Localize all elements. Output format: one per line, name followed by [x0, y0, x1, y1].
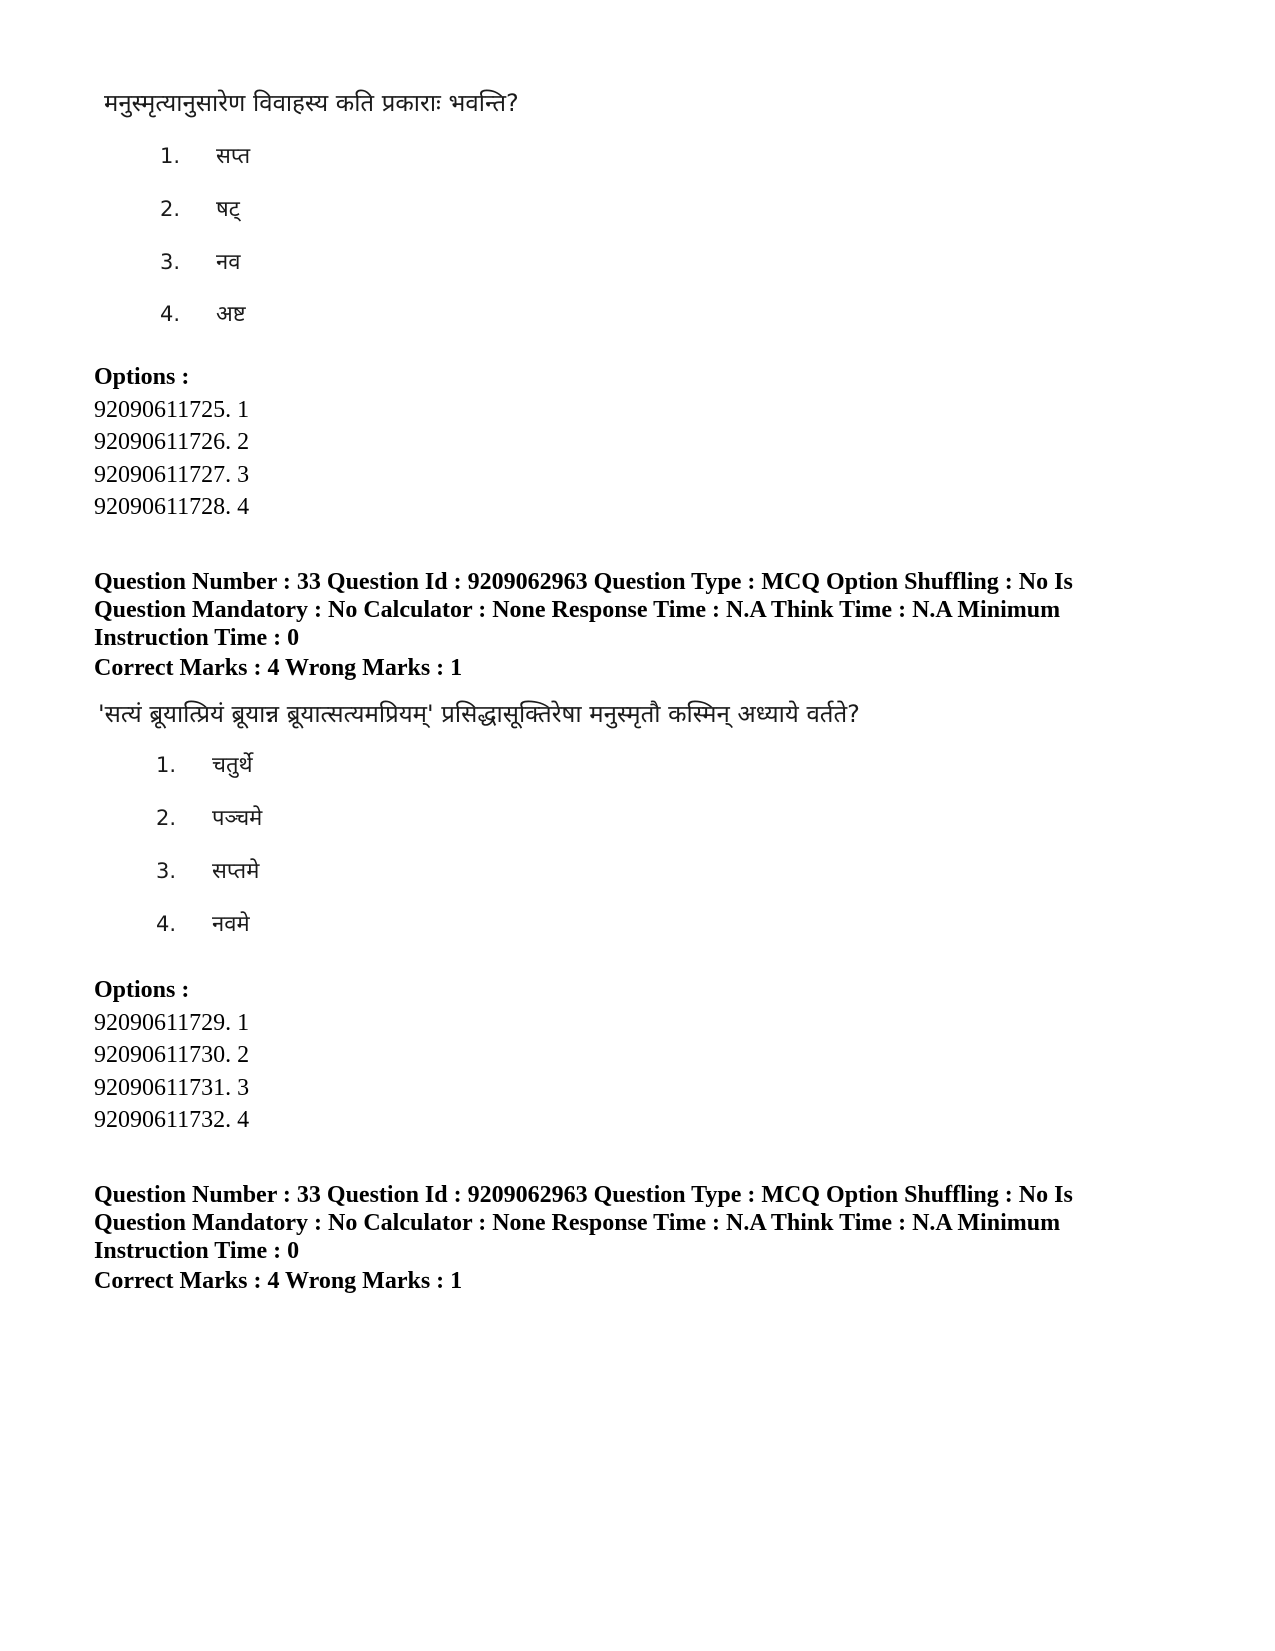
choice-text: अष्ट — [216, 302, 246, 327]
meta-line: Question Number : 33 Question Id : 9209062963 Question Type : MCQ Option Shuffling : No Is — [94, 569, 1073, 595]
option-id-2: 92090611726. 2 — [94, 429, 250, 455]
choice-number: 1. — [160, 144, 181, 168]
question-1-choice-2 — [160, 193, 240, 223]
question-meta-2 — [94, 568, 1204, 652]
choice-number: 3. — [160, 250, 181, 274]
choice-text: चतुर्थे — [212, 753, 253, 778]
option-id-6: 92090611730. 2 — [94, 1042, 250, 1068]
question-2-choice-2 — [156, 802, 262, 832]
choice-number: 4. — [160, 302, 181, 326]
option-id-8: 92090611732. 4 — [94, 1107, 250, 1133]
choice-text: सप्तमे — [212, 859, 260, 884]
question-1-choice-3 — [160, 246, 240, 276]
meta-line: Question Number : 33 Question Id : 9209062963 Question Type : MCQ Option Shuffling : No Is — [94, 1182, 1073, 1208]
choice-text: नवमे — [212, 912, 250, 937]
meta-line: Instruction Time : 0 — [94, 625, 300, 651]
choice-text: सप्त — [216, 144, 251, 169]
question-meta-3 — [94, 1181, 1204, 1265]
choice-number: 1. — [156, 753, 177, 777]
choice-number: 4. — [156, 912, 177, 936]
option-id-1: 92090611725. 1 — [94, 397, 250, 423]
meta-line: Question Mandatory : No Calculator : None Response Time : N.A Think Time : N.A Minimum — [94, 1210, 1061, 1236]
option-id-5: 92090611729. 1 — [94, 1010, 250, 1036]
choice-text: पञ्चमे — [212, 806, 263, 831]
question-2-choice-4 — [156, 908, 250, 938]
choice-text: षट् — [216, 197, 240, 222]
choice-number: 2. — [160, 197, 181, 221]
option-id-4: 92090611728. 4 — [94, 494, 250, 520]
options-label-2: Options : — [94, 977, 190, 1003]
options-label-1: Options : — [94, 364, 190, 390]
option-id-3: 92090611727. 3 — [94, 462, 250, 488]
question-1-choice-4 — [160, 298, 246, 328]
meta-line: Instruction Time : 0 — [94, 1238, 300, 1264]
question-2-choice-3 — [156, 855, 259, 885]
question-1-text: मनुस्मृत्यानुसारेण विवाहस्य कति प्रकाराः भवन्ति? — [104, 89, 519, 117]
question-2-text: 'सत्यं ब्रूयात्प्रियं ब्रूयान्न ब्रूयात्सत्यमप्रियम्' प्रसिद्धासूक्तिरेषा मनुस्मृतौ कस्मिन् अध्याये वर्तते? — [98, 700, 860, 728]
marks-3: Correct Marks : 4 Wrong Marks : 1 — [94, 1268, 463, 1294]
option-id-7: 92090611731. 3 — [94, 1075, 250, 1101]
choice-text: नव — [216, 250, 241, 275]
marks-2: Correct Marks : 4 Wrong Marks : 1 — [94, 655, 463, 681]
meta-line: Question Mandatory : No Calculator : None Response Time : N.A Think Time : N.A Minimum — [94, 597, 1061, 623]
choice-number: 2. — [156, 806, 177, 830]
question-1-choice-1 — [160, 140, 250, 170]
choice-number: 3. — [156, 859, 177, 883]
question-2-choice-1 — [156, 749, 253, 779]
